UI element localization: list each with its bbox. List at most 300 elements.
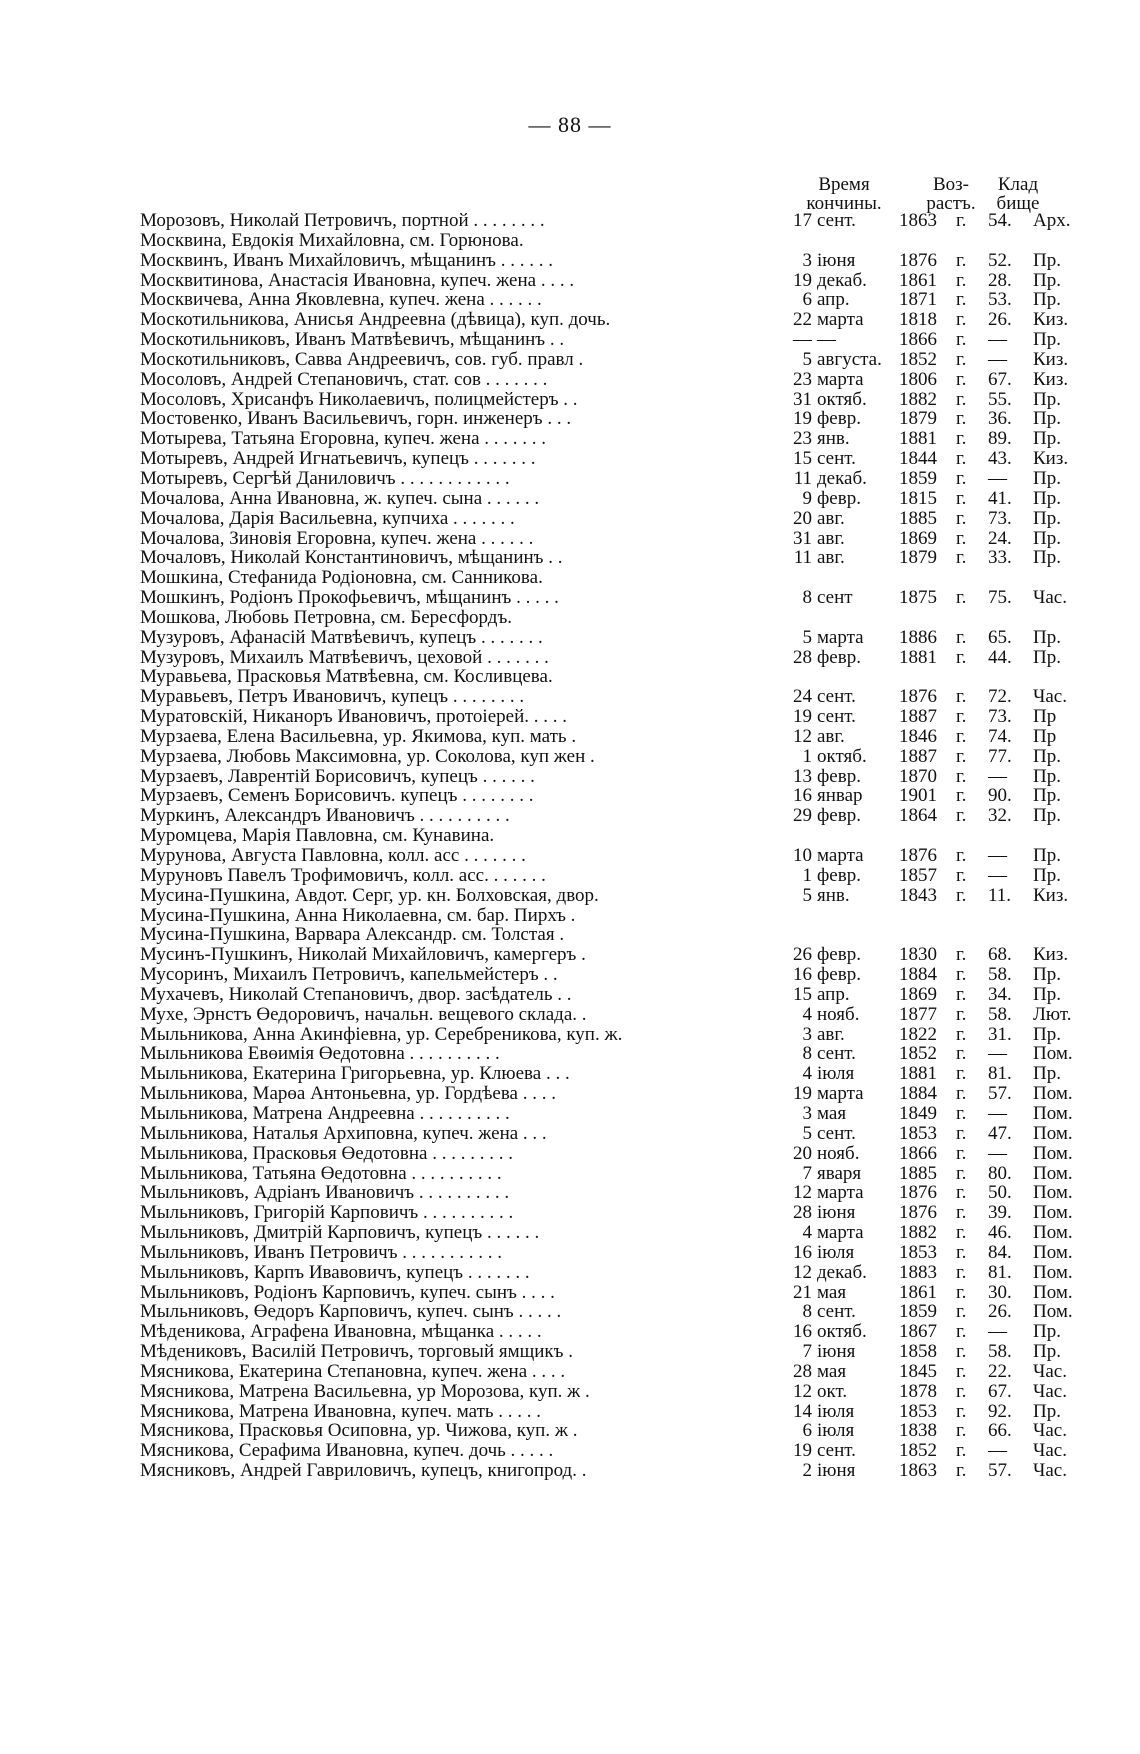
death-month: октяб. [817, 745, 867, 767]
death-year: 1879 [899, 408, 937, 430]
cemetery-value: Пр. [1033, 964, 1061, 986]
year-abbrev: г. [956, 725, 967, 747]
death-day: 14 [793, 1400, 812, 1422]
year-abbrev: г. [956, 1063, 967, 1085]
year-abbrev: г. [956, 467, 967, 489]
cemetery-value: Пр. [1033, 527, 1061, 549]
table-row [140, 469, 1100, 489]
year-abbrev: г. [956, 1380, 967, 1402]
death-year: 1818 [899, 309, 937, 331]
entry-name: Мыльникова, Анна Акинфіевна, ур. Серебреникова, куп. ж. [140, 1024, 623, 1045]
entry-name: Мосоловъ, Хрисанфъ Николаевичъ, полицмейстеръ . . [140, 389, 578, 410]
death-month: октяб. [817, 388, 867, 410]
age-value: 68. [988, 944, 1012, 966]
year-abbrev: г. [956, 864, 967, 886]
death-day: 8 [802, 587, 812, 609]
death-day: 8 [802, 1301, 812, 1323]
death-month: іюня [817, 1202, 856, 1224]
entry-name: Мыльникова, Прасковья Өедотовна . . . . . . . . . [140, 1143, 513, 1164]
cemetery-value: Час. [1033, 1440, 1067, 1462]
year-abbrev: г. [956, 1281, 967, 1303]
entry-name: Москотильникова, Анисья Андреевна (дѣвица), куп. дочь. [140, 310, 611, 331]
entry-name: Мотыревъ, Сергѣй Даниловичъ . . . . . . . . . . . . [140, 468, 510, 489]
death-day: 7 [802, 1162, 812, 1184]
cemetery-value: Пом. [1033, 1122, 1073, 1144]
death-year: 1869 [899, 527, 937, 549]
death-month: іюня [817, 249, 856, 271]
death-year: 1863 [899, 210, 937, 231]
death-day: 4 [802, 1003, 812, 1025]
death-year: 1815 [899, 487, 937, 509]
cemetery-value: Киз. [1033, 309, 1069, 331]
table-row [140, 687, 1100, 707]
cemetery-value: Пр. [1033, 467, 1061, 489]
cemetery-value: Пом. [1033, 1222, 1073, 1244]
entry-name: Мыльниковъ, Иванъ Петровичъ . . . . . . . . . . . [140, 1242, 503, 1263]
death-year: 1822 [899, 1023, 937, 1045]
cemetery-value: Пр. [1033, 785, 1061, 807]
cemetery-value: Пр. [1033, 269, 1061, 291]
death-year: 1859 [899, 467, 937, 489]
table-row [140, 1144, 1100, 1164]
year-abbrev: г. [956, 507, 967, 529]
cemetery-value: Пом. [1033, 1102, 1073, 1124]
death-month: янв. [817, 428, 850, 450]
death-year: 1866 [899, 329, 937, 351]
table-row [140, 925, 1100, 945]
entry-name: Мыльникова, Татьяна Өедотовна . . . . . . . . . . [140, 1163, 502, 1184]
death-day: 7 [802, 1341, 812, 1363]
table-row [140, 271, 1100, 291]
death-day: 28 [793, 1360, 812, 1382]
age-value: — [988, 845, 1007, 866]
age-value: 47. [988, 1122, 1012, 1144]
cemetery-value: Пр. [1033, 983, 1061, 1005]
year-abbrev: г. [956, 1301, 967, 1323]
year-abbrev: г. [956, 1142, 967, 1164]
year-abbrev: г. [956, 765, 967, 787]
age-value: 92. [988, 1400, 1012, 1422]
year-abbrev: г. [956, 1360, 967, 1382]
entry-name: Мотырева, Татьяна Егоровна, купеч. жена . . . . . . . [140, 429, 547, 450]
death-month: сент. [817, 1301, 856, 1323]
cemetery-value: Пом. [1033, 1202, 1073, 1224]
age-value: 90. [988, 785, 1012, 807]
entry-name: Мясникова, Прасковья Осиповна, ур. Чижова, куп. ж . [140, 1421, 578, 1442]
year-abbrev: г. [956, 428, 967, 450]
death-year: 1882 [899, 388, 937, 410]
death-year: 1861 [899, 1281, 937, 1303]
year-abbrev: г. [956, 1440, 967, 1462]
entry-name: Мурзаевъ, Лаврентій Борисовичъ, купецъ . . . . . . [140, 766, 535, 787]
death-month: марта [817, 626, 864, 648]
cemetery-value: Час. [1033, 1360, 1067, 1382]
table-row [140, 350, 1100, 370]
cemetery-value: Пр. [1033, 1063, 1061, 1085]
death-month: январ [817, 785, 863, 807]
death-day: 4 [802, 1222, 812, 1244]
table-row [140, 1005, 1100, 1025]
entry-name: Москвитинова, Анастасія Ивановна, купеч. жена . . . . [140, 270, 575, 291]
year-abbrev: г. [956, 626, 967, 648]
death-year: 1877 [899, 1003, 937, 1025]
death-day: 19 [793, 706, 812, 728]
year-abbrev: г. [956, 368, 967, 390]
table-row [140, 846, 1100, 866]
death-year: 1884 [899, 1083, 937, 1105]
death-day: 16 [793, 964, 812, 986]
cemetery-value: Лют. [1033, 1003, 1072, 1025]
age-value: 81. [988, 1063, 1012, 1085]
entry-name: Мясниковъ, Андрей Гавриловичъ, купецъ, книгопрод. . [140, 1461, 587, 1481]
death-month: февр. [817, 944, 861, 966]
death-month: мая [817, 1360, 847, 1382]
death-month: сент. [817, 1440, 856, 1462]
entry-name: Муромцева, Марія Павловна, см. Кунавина. [140, 826, 495, 846]
year-abbrev: г. [956, 249, 967, 271]
death-year: 1846 [899, 725, 937, 747]
death-month: іюля [817, 1241, 855, 1263]
cemetery-value: Пом. [1033, 1162, 1073, 1184]
death-year: 1886 [899, 626, 937, 648]
death-day: 19 [793, 408, 812, 430]
year-abbrev: г. [956, 1202, 967, 1224]
death-day: 10 [793, 845, 812, 866]
death-month: іюля [817, 1400, 855, 1422]
table-row [140, 1104, 1100, 1124]
year-abbrev: г. [956, 348, 967, 370]
death-year: 1885 [899, 507, 937, 529]
age-value: 28. [988, 269, 1012, 291]
death-year: 1876 [899, 1202, 937, 1224]
table-row [140, 608, 1100, 628]
entry-name: Мыльниковъ, Родіонъ Карповичъ, купеч. сынъ . . . . [140, 1282, 555, 1303]
cemetery-value: Пр [1033, 725, 1057, 747]
cemetery-value: Пр. [1033, 289, 1061, 311]
year-abbrev: г. [956, 289, 967, 311]
death-year: 1867 [899, 1321, 937, 1343]
death-day: 28 [793, 1202, 812, 1224]
age-value: — [988, 467, 1007, 489]
cemetery-value: Час. [1033, 1380, 1067, 1402]
table-row [140, 1342, 1100, 1362]
death-year: 1864 [899, 805, 937, 827]
table-row [140, 1362, 1100, 1382]
death-year: 1853 [899, 1241, 937, 1263]
death-month: марта [817, 1182, 864, 1204]
death-year: 1858 [899, 1341, 937, 1363]
death-month: декаб. [817, 269, 867, 291]
death-month: февр. [817, 805, 861, 827]
header-death-date-line1: Время [818, 174, 870, 195]
table-row [140, 1322, 1100, 1342]
entry-name: Мурзаева, Елена Васильевна, ур. Якимова, куп. мать . [140, 726, 577, 747]
death-year: 1844 [899, 448, 937, 470]
age-value: 67. [988, 1380, 1012, 1402]
year-abbrev: г. [956, 646, 967, 668]
cemetery-value: Пр. [1033, 428, 1061, 450]
death-year: 1857 [899, 864, 937, 886]
death-year: 1869 [899, 983, 937, 1005]
cemetery-value: Пр. [1033, 547, 1061, 569]
entry-name: Мурунова, Августа Павловна, колл. асс . . . . . . . [140, 846, 526, 866]
death-day: 5 [802, 884, 812, 906]
age-value: 24. [988, 527, 1012, 549]
entry-name: Мыльникова, Наталья Архиповна, купеч. жена . . . [140, 1123, 547, 1144]
death-year: 1876 [899, 845, 937, 866]
age-value: — [988, 1440, 1007, 1462]
table-row [140, 806, 1100, 826]
entry-name: Муравьевъ, Петръ Ивановичъ, купецъ . . . . . . . . [140, 687, 525, 708]
death-year: 1887 [899, 745, 937, 767]
death-day: 21 [793, 1281, 812, 1303]
table-row [140, 1124, 1100, 1144]
entry-name: Музуровъ, Афанасій Матвѣевичъ, купецъ . . . . . . . [140, 627, 543, 648]
death-month: авг. [817, 1023, 845, 1045]
death-day: 5 [802, 626, 812, 648]
death-month: окт. [817, 1380, 848, 1402]
table-row [140, 1183, 1100, 1203]
entry-name: Мошкина, Стефанида Родіоновна, см. Санникова. [140, 568, 543, 589]
year-abbrev: г. [956, 210, 967, 231]
year-abbrev: г. [956, 1341, 967, 1363]
table-row [140, 1302, 1100, 1322]
death-month: декаб. [817, 467, 867, 489]
table-row [140, 945, 1100, 965]
cemetery-value: Пр. [1033, 388, 1061, 410]
death-day: 11 [793, 547, 812, 569]
death-month: авг. [817, 507, 845, 529]
age-value: 34. [988, 983, 1012, 1005]
death-day: 23 [793, 428, 812, 450]
cemetery-value: Пр. [1033, 805, 1061, 827]
death-day: 3 [802, 249, 812, 271]
death-month: авг. [817, 527, 845, 549]
cemetery-value: Пр. [1033, 765, 1061, 787]
table-row [140, 1044, 1100, 1064]
age-value: 31. [988, 1023, 1012, 1045]
death-year: 1882 [899, 1222, 937, 1244]
age-value: 26. [988, 1301, 1012, 1323]
year-abbrev: г. [956, 686, 967, 708]
death-month: февр. [817, 765, 861, 787]
death-day: 16 [793, 785, 812, 807]
age-value: 50. [988, 1182, 1012, 1204]
cemetery-value: Пр. [1033, 507, 1061, 529]
year-abbrev: г. [956, 1122, 967, 1144]
entry-name: Москотильниковъ, Иванъ Матвѣевичъ, мѣщанинъ . . [140, 330, 565, 350]
cemetery-value: Пом. [1033, 1261, 1073, 1283]
entry-name: Мошкова, Любовь Петровна, см. Бересфордъ. [140, 607, 513, 628]
entry-name: Мыльниковъ, Өедоръ Карповичъ, купеч. сынъ . . . . . [140, 1302, 562, 1323]
age-value: 43. [988, 448, 1012, 470]
death-day: 31 [793, 388, 812, 410]
entry-name: Мочалова, Зиновія Егоровна, купеч. жена . . . . . . [140, 528, 534, 549]
entry-name: Москвинъ, Иванъ Михайловичъ, мѣщанинъ . . . . . . [140, 250, 553, 271]
death-day: 12 [793, 1380, 812, 1402]
table-row [140, 529, 1100, 549]
header-age-line1: Воз- [932, 174, 969, 195]
table-row [140, 568, 1100, 588]
year-abbrev: г. [956, 1083, 967, 1105]
age-value: — [988, 765, 1007, 787]
death-month: февр. [817, 487, 861, 509]
header-age-line2: растъ. [926, 193, 976, 214]
age-value: 54. [988, 210, 1012, 231]
age-value: 73. [988, 507, 1012, 529]
cemetery-value: Киз. [1033, 884, 1069, 906]
cemetery-value: Киз. [1033, 368, 1069, 390]
death-day: 12 [793, 1261, 812, 1283]
entry-name: Мухе, Эрнстъ Өедоровичъ, начальн. вещевого склада. . [140, 1004, 587, 1025]
death-month: февр. [817, 864, 861, 886]
death-year: 1830 [899, 944, 937, 966]
table-row [140, 648, 1100, 668]
year-abbrev: г. [956, 1162, 967, 1184]
entry-name: Мясникова, Екатерина Степановна, купеч. жена . . . . [140, 1361, 566, 1382]
table-row [140, 370, 1100, 390]
year-abbrev: г. [956, 527, 967, 549]
age-value: 74. [988, 725, 1012, 747]
death-year: 1861 [899, 269, 937, 291]
year-abbrev: г. [956, 1241, 967, 1263]
death-year: 1881 [899, 1063, 937, 1085]
death-day: — [793, 329, 812, 351]
year-abbrev: г. [956, 487, 967, 509]
death-day: 5 [802, 348, 812, 370]
death-day: 31 [793, 527, 812, 549]
year-abbrev: г. [956, 1261, 967, 1283]
entry-name: Музуровъ, Михаилъ Матвѣевичъ, цеховой . . . . . . . [140, 647, 549, 668]
year-abbrev: г. [956, 1182, 967, 1204]
table-row [140, 588, 1100, 608]
age-value: 46. [988, 1222, 1012, 1244]
death-month: марта [817, 845, 864, 866]
entry-name: Мошкинъ, Родіонъ Прокофьевичъ, мѣщанинъ . . . . . [140, 588, 559, 608]
cemetery-value: Пр. [1033, 845, 1061, 866]
death-month: іюля [817, 1420, 855, 1442]
table-row [140, 1283, 1100, 1303]
table-row [140, 727, 1100, 747]
cemetery-value: Час. [1033, 1460, 1067, 1482]
death-month: марта [817, 1222, 864, 1244]
entry-name: Мѣдениковъ, Василій Петровичъ, торговый ямщикъ . [140, 1342, 573, 1362]
death-month: яваря [817, 1162, 862, 1184]
entry-name: Мыльниковъ, Григорій Карповичъ . . . . . . . . . . [140, 1203, 514, 1224]
age-value: 58. [988, 964, 1012, 986]
entry-name: Мясникова, Серафима Ивановна, купеч. дочь . . . . . [140, 1441, 554, 1462]
entry-name: Мыльникова, Екатерина Григорьевна, ур. Клюева . . . [140, 1064, 570, 1085]
death-day: 2 [802, 1460, 812, 1482]
entry-name: Москвина, Евдокія Михайловна, см. Горюнова. [140, 230, 524, 251]
death-year: 1901 [899, 785, 937, 807]
cemetery-value: Пом. [1033, 1043, 1073, 1065]
cemetery-value: Пр. [1033, 249, 1061, 271]
table-row [140, 231, 1100, 251]
year-abbrev: г. [956, 805, 967, 827]
entry-name: Муркинъ, Александръ Ивановичъ . . . . . . . . . . [140, 806, 510, 827]
cemetery-value: Пр. [1033, 646, 1061, 668]
death-day: 22 [793, 309, 812, 331]
table-row [140, 628, 1100, 648]
death-year: 1870 [899, 765, 937, 787]
age-value: 58. [988, 1341, 1012, 1363]
header-death-date [786, 175, 902, 213]
year-abbrev: г. [956, 706, 967, 728]
death-month: сент. [817, 706, 856, 728]
entry-name: Мыльниковъ, Адріанъ Ивановичъ . . . . . . . . . . [140, 1183, 510, 1204]
death-year: 1852 [899, 1043, 937, 1065]
table-row [140, 886, 1100, 906]
death-day: 15 [793, 448, 812, 470]
cemetery-value: Час. [1033, 1420, 1067, 1442]
year-abbrev: г. [956, 845, 967, 866]
entry-name: Мосоловъ, Андрей Степановичъ, стат. сов . . . . . . . [140, 369, 548, 390]
death-month: іюля [817, 1063, 855, 1085]
table-row [140, 1164, 1100, 1184]
death-day: 20 [793, 507, 812, 529]
cemetery-value: Киз. [1033, 348, 1069, 370]
cemetery-value: Пр. [1033, 745, 1061, 767]
death-month: октяб. [817, 1321, 867, 1343]
table-row [140, 1461, 1100, 1481]
age-value: 33. [988, 547, 1012, 569]
death-year: 1852 [899, 348, 937, 370]
table-row [140, 409, 1100, 429]
death-day: 4 [802, 1063, 812, 1085]
death-day: 19 [793, 1083, 812, 1105]
death-day: 3 [802, 1102, 812, 1124]
age-value: 26. [988, 309, 1012, 331]
death-year: 1838 [899, 1420, 937, 1442]
entry-name: Мочаловъ, Николай Константиновичъ, мѣщанинъ . . [140, 548, 563, 569]
cemetery-value: Киз. [1033, 944, 1069, 966]
year-abbrev: г. [956, 1420, 967, 1442]
age-value: 84. [988, 1241, 1012, 1263]
death-month: янв. [817, 884, 850, 906]
entry-name: Мясникова, Матрена Ивановна, купеч. мать . . . . . [140, 1401, 542, 1422]
cemetery-value: Пр. [1033, 1023, 1061, 1045]
table-row [140, 310, 1100, 330]
cemetery-value: Пр [1033, 706, 1057, 728]
death-month: — [817, 329, 836, 351]
age-value: 89. [988, 428, 1012, 450]
death-month: сент [817, 587, 853, 609]
death-day: 6 [802, 289, 812, 311]
death-year: 1863 [899, 1460, 937, 1482]
death-day: 28 [793, 646, 812, 668]
age-value: — [988, 348, 1007, 370]
entry-name: Муравьева, Прасковья Матвѣевна, см. Косливцева. [140, 667, 553, 688]
year-abbrev: г. [956, 745, 967, 767]
death-month: апр. [817, 983, 850, 1005]
death-day: 24 [793, 686, 812, 708]
entry-name: Москвичева, Анна Яковлевна, купеч. жена . . . . . . [140, 290, 542, 311]
table-row [140, 1421, 1100, 1441]
table-row [140, 449, 1100, 469]
death-month: іюня [817, 1460, 856, 1482]
death-year: 1881 [899, 428, 937, 450]
death-year: 1866 [899, 1142, 937, 1164]
table-row [140, 1084, 1100, 1104]
death-day: 16 [793, 1321, 812, 1343]
entry-name: Мочалова, Дарія Васильевна, купчиха . . . . . . . [140, 508, 515, 529]
age-value: 66. [988, 1420, 1012, 1442]
table-row [140, 747, 1100, 767]
table-row [140, 1064, 1100, 1084]
age-value: 41. [988, 487, 1012, 509]
header-age [923, 175, 979, 213]
